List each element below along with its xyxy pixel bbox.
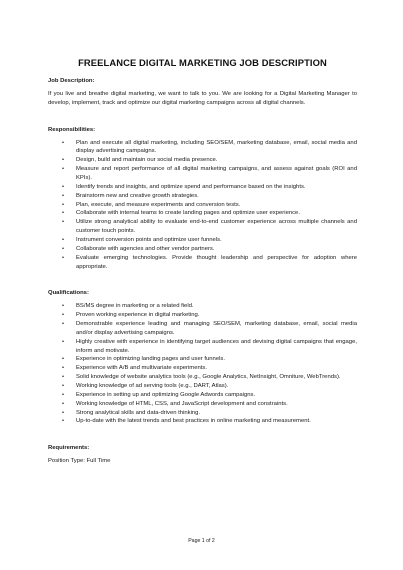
list-item (62, 218, 357, 236)
responsibilities-section (48, 126, 357, 272)
responsibilities-heading: Responsibilities: (48, 126, 96, 133)
job-description-section (48, 77, 357, 108)
requirements-section (48, 444, 357, 466)
list-item (62, 320, 357, 338)
qualifications-list (48, 302, 357, 426)
bullet-icon: • (62, 254, 65, 261)
list-item (62, 382, 357, 391)
list-item (62, 417, 357, 426)
list-item (62, 302, 357, 311)
bullet-icon: • (62, 237, 65, 243)
requirements-heading: Requirements: (48, 445, 90, 452)
list-item (62, 245, 357, 254)
list-item (62, 236, 357, 245)
bullet-icon: • (62, 321, 65, 328)
list-item (62, 201, 357, 210)
list-item (62, 391, 357, 400)
list-item (62, 364, 357, 373)
list-item (62, 409, 357, 418)
list-item-text: Identify trends and insights, and optimize spend and performance based on the insights. (76, 183, 306, 190)
list-item (62, 400, 357, 409)
list-item-text: Utilize strong analytical ability to evaluate end-to-end customer experience across multiple channels and customer touch points. (76, 219, 357, 235)
list-item-text: Strong analytical skills and data-driven thinking. (76, 409, 201, 416)
list-item (62, 338, 357, 356)
list-item-text: Measure and report performance of all digital marketing campaigns, and assess against goals (ROI and KPIs). (76, 166, 357, 181)
list-item (62, 355, 357, 364)
job-description-text: If you live and breathe digital marketing, we want to talk to you. We are looking for a Digital Marketing Manager to develop, implement, track and optimize our digital marketing campaigns across all digital channels. (48, 90, 357, 106)
job-description-heading: Job Description: (48, 78, 95, 85)
list-item-text: Instrument conversion points and optimize user funnels. (76, 237, 222, 243)
list-item-text: Experience with A/B and multivariate experiments. (76, 365, 207, 372)
bullet-icon: • (62, 418, 65, 425)
bullet-icon: • (62, 338, 65, 345)
bullet-icon: • (62, 219, 65, 226)
bullet-icon: • (62, 391, 65, 398)
list-item (62, 254, 357, 272)
responsibilities-list (48, 139, 357, 272)
bullet-icon: • (62, 356, 65, 363)
list-item-text: Evaluate emerging technologies. Provide thought leadership and perspective for adoption where appropriate. (76, 254, 357, 270)
list-item-text: Plan and execute all digital marketing, including SEO/SEM, marketing database, email, social media and display advertising campaigns. (76, 139, 357, 155)
qualifications-section (48, 289, 357, 426)
bullet-icon: • (62, 383, 65, 390)
list-item-text: Brainstorm new and creative growth strategies. (76, 192, 199, 199)
list-item-text: Experience in optimizing landing pages and user funnels. (76, 356, 225, 363)
list-item-text: Up-to-date with the latest trends and best practices in online marketing and measurement. (76, 418, 311, 425)
list-item-text: Highly creative with experience in identifying target audiences and devising digital campaigns that engage, inform and motivate. (76, 338, 357, 354)
list-item (62, 139, 357, 157)
bullet-icon: • (62, 365, 65, 372)
bullet-icon: • (62, 201, 65, 208)
page-title: FREELANCE DIGITAL MARKETING JOB DESCRIPTION (78, 57, 327, 68)
list-item-text: BS/MS degree in marketing or a related field. (76, 303, 194, 310)
page-number: Page 1 of 2 (188, 538, 215, 544)
bullet-icon: • (62, 400, 65, 407)
bullet-icon: • (62, 210, 65, 217)
bullet-icon: • (62, 409, 65, 416)
list-item (62, 311, 357, 320)
bullet-icon: • (62, 139, 65, 146)
list-item-text: Collaborate with internal teams to create landing pages and optimize user experience. (76, 210, 300, 217)
list-item-text: Working knowledge of ad serving tools (e.g., DART, Atlas). (76, 383, 229, 390)
bullet-icon: • (62, 303, 65, 310)
list-item (62, 183, 357, 192)
list-item (62, 156, 357, 165)
position-type: Position Type: Full Time (48, 458, 111, 465)
list-item-text: Design, build and maintain our social media presence. (76, 157, 218, 164)
bullet-icon: • (62, 166, 65, 173)
list-item-text: Proven working experience in digital marketing. (76, 312, 200, 319)
list-item-text: Solid knowledge of website analytics tools (e.g., Google Analytics, NetInsight, Omniture, WebTrends). (76, 374, 341, 381)
bullet-icon: • (62, 374, 65, 381)
bullet-icon: • (62, 157, 65, 164)
list-item-text: Experience in setting up and optimizing Google Adwords campaigns. (76, 391, 256, 398)
list-item (62, 165, 357, 183)
list-item-text: Demonstrable experience leading and managing SEO/SEM, marketing database, email, social media and/or display advertising campaigns. (76, 321, 357, 336)
bullet-icon: • (62, 312, 65, 319)
list-item (62, 209, 357, 218)
list-item-text: Working knowledge of HTML, CSS, and JavaScript development and constraints. (76, 400, 288, 407)
list-item-text: Collaborate with agencies and other vendor partners. (76, 245, 215, 252)
qualifications-heading: Qualifications: (48, 290, 89, 297)
list-item (62, 373, 357, 382)
list-item-text: Plan, execute, and measure experiments and conversion tests. (76, 201, 241, 208)
bullet-icon: • (62, 183, 65, 190)
bullet-icon: • (62, 192, 65, 199)
list-item (62, 192, 357, 201)
bullet-icon: • (62, 245, 65, 252)
